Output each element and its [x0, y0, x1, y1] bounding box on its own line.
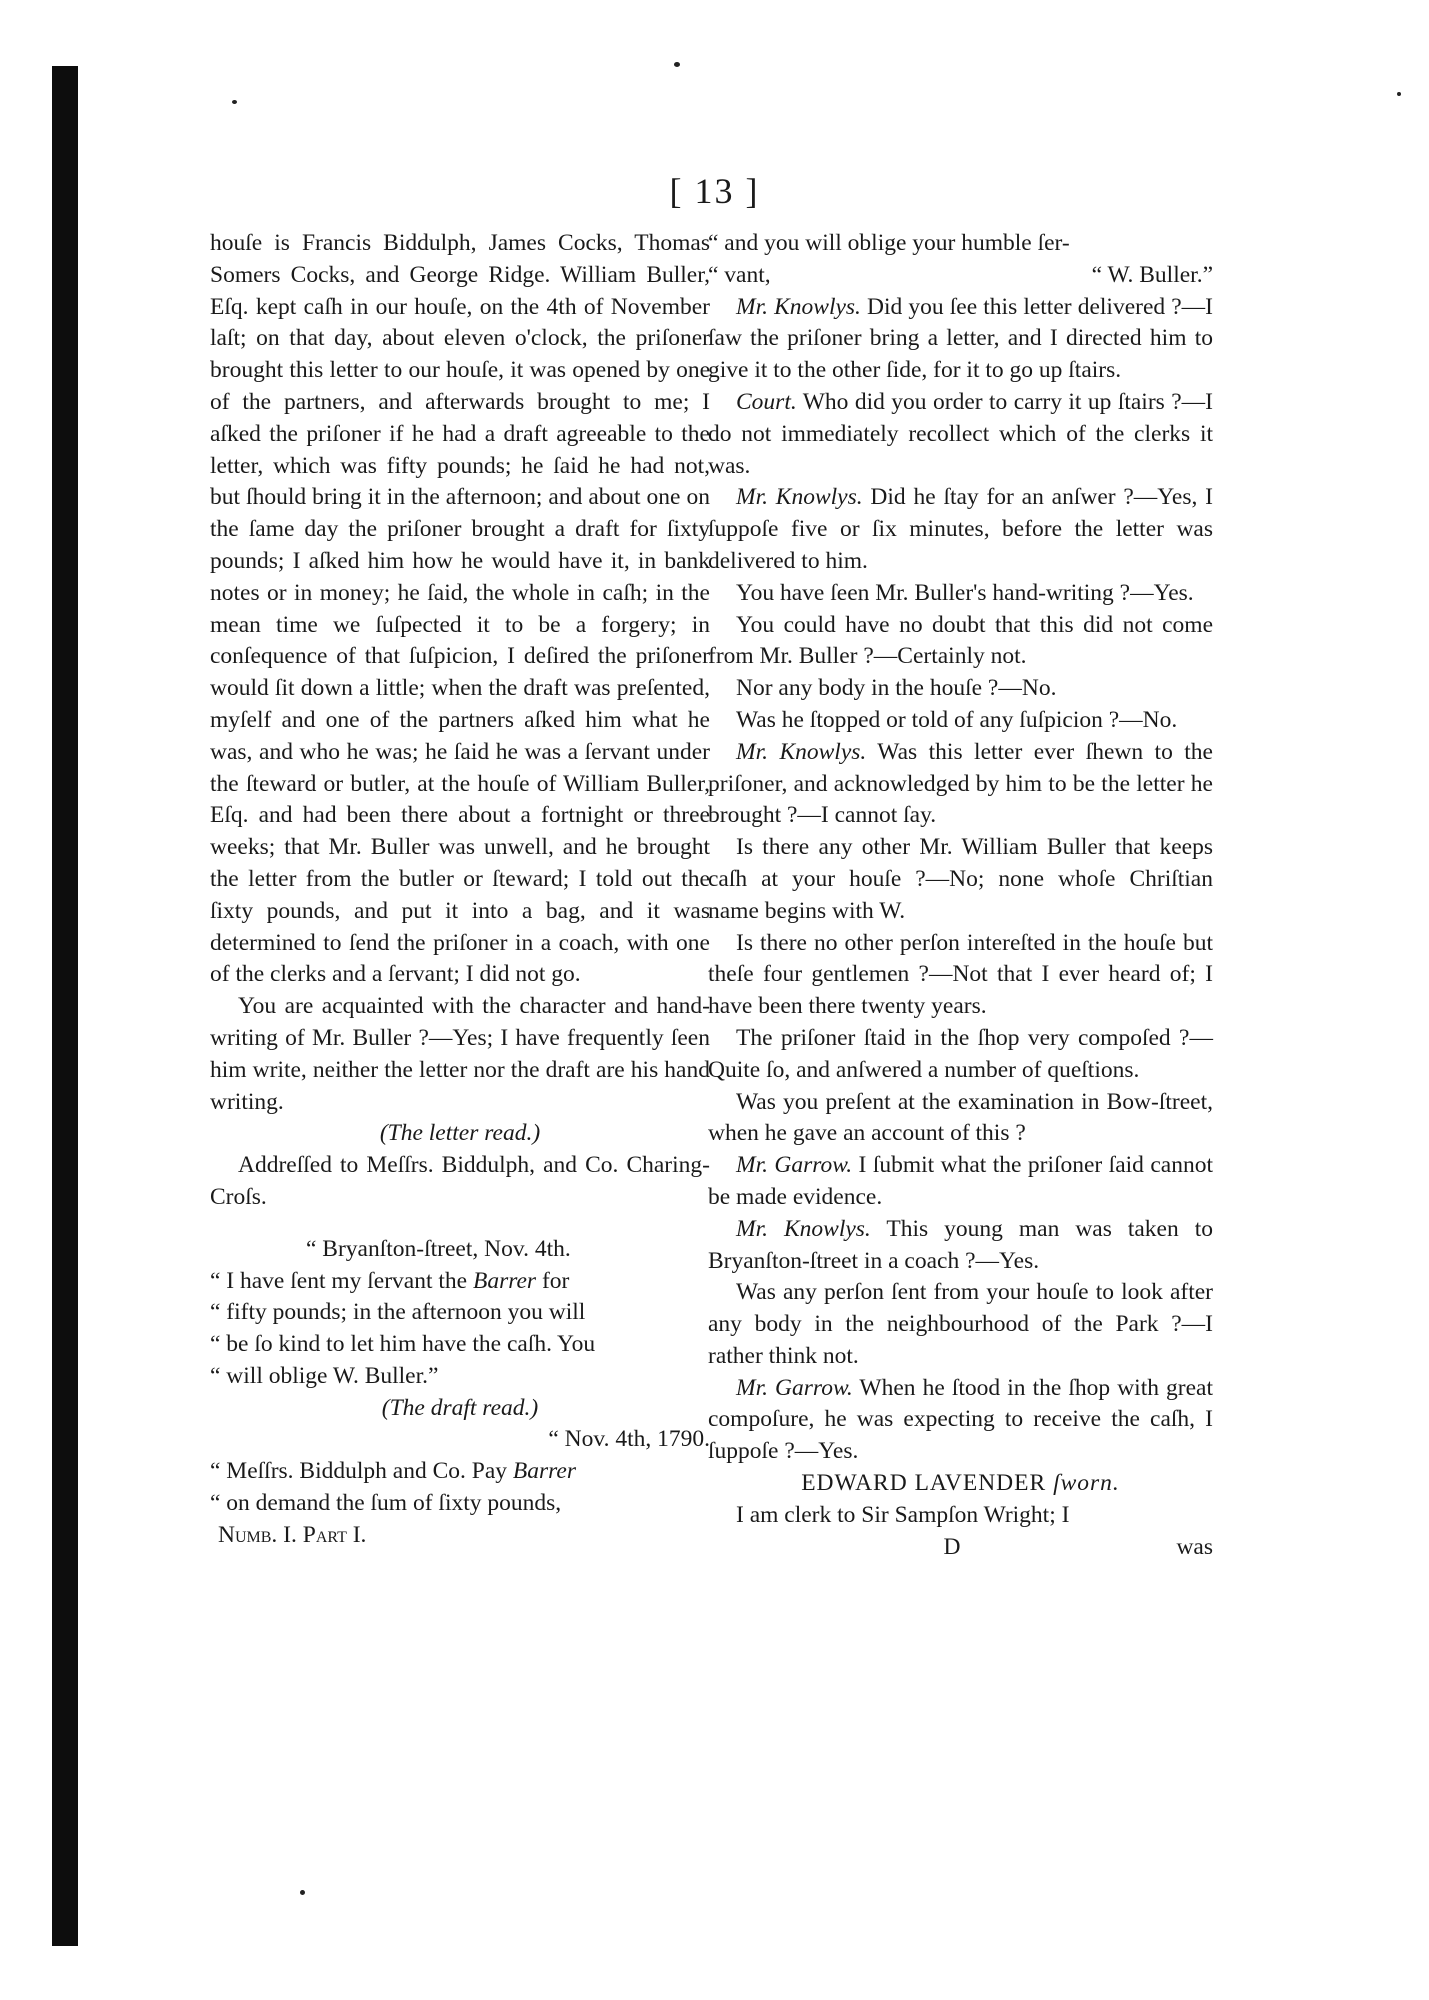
letter-line: [210, 1266, 710, 1298]
right-column: [708, 228, 1213, 1563]
speech: This young man was taken to Bryanſton-ſtreet in a coach ?—Yes.: [708, 1215, 1213, 1274]
letter-line: “ Bryanſton-ſtreet, Nov. 4th.: [306, 1235, 571, 1262]
letter-line: “ be ſo kind to let him have the caſh. You: [210, 1331, 596, 1358]
speech: Was this letter ever ſhewn to the priſoner, and acknowledged by him to be the letter he brought ?—I cannot ſay.: [708, 738, 1213, 829]
letter-signature: “ W. Buller.”: [1091, 261, 1213, 288]
draft-bearer: Barrer: [512, 1458, 576, 1485]
draft-line-text: “ Meſſrs. Biddulph and Co. Pay: [210, 1458, 513, 1485]
letter-read-heading: (The letter read.): [379, 1120, 541, 1147]
testimony-paragraph: [708, 482, 1213, 577]
letter-line: “ and you will oblige your humble ſer-: [708, 230, 1070, 256]
testimony-paragraph: [708, 737, 1213, 832]
testimony-paragraph: Is there no other perſon intereſted in the houſe but theſe four gentlemen ?—Not that I ever heard of; I have been there twenty years.: [708, 929, 1213, 1020]
signature-mark: D: [943, 1533, 961, 1560]
speaker: Mr. Knowlys.: [736, 484, 863, 511]
scan-binding-shadow: [52, 66, 78, 1946]
signature-mark-footer: Numb. I. Part I.: [218, 1521, 367, 1548]
spacer: [210, 1214, 710, 1234]
letter-bearer: Barrer: [472, 1267, 537, 1294]
speech: Who did you order to carry it up ſtairs ?—I do not immediately recollect which of the clerks it was.: [708, 388, 1213, 479]
draft-line: [210, 1456, 710, 1488]
testimony-paragraph: [708, 1150, 1213, 1214]
witness-sworn: ſworn.: [1053, 1470, 1120, 1497]
witness-heading: [708, 1468, 1213, 1500]
testimony-paragraph: Nor any body in the houſe ?—No.: [736, 675, 1057, 702]
testimony-paragraph: [708, 1373, 1213, 1468]
draft-line: “ on demand the ſum of ſixty pounds,: [210, 1490, 562, 1517]
letter-line-text: for: [536, 1267, 570, 1294]
letter-address: Addreſſed to Meſſrs. Biddulph, and Co. Charing-Croſs.: [210, 1152, 710, 1210]
testimony-paragraph: houſe is Francis Biddulph, James Cocks, Thomas Somers Cocks, and George Ridge. William Buller, Eſq. kept caſh in our houſe, on the 4th of November laſt; on that day, about eleven o'clock, the priſoner brought this letter to our houſe, it was opened by one of the partners, and afterwards brought to me; I aſked the priſoner if he had a draft agreeable to the letter, which was fifty pounds; he ſaid he had not, but ſhould bring it in the afternoon; and about one on the ſame day the priſoner brought a draft for ſixty pounds; I aſked him how he would have it, in bank notes or in money; he ſaid, the whole in caſh; in the mean time we ſuſpected it to be a forgery; in conſequence of that ſuſpicion, I deſired the priſoner would ſit down a little; when the draft was preſented, myſelf and one of the partners aſked him what he was, and who he was; he ſaid he was a ſervant under the ſteward or butler, at the houſe of William Buller, Eſq. and had been there about a fortnight or three weeks; that Mr. Buller was unwell, and he brought the letter from the butler or ſteward; I told out the ſixty pounds, and put it into a bag, and it was determined to ſend the priſoner in a coach, with one of the clerks and a ſervant; I did not go.: [210, 230, 710, 988]
testimony-paragraph: [708, 292, 1213, 387]
left-column: [210, 228, 710, 1552]
testimony-paragraph: [708, 387, 1213, 482]
draft-read-heading: (The draft read.): [381, 1394, 539, 1421]
speaker: Mr. Knowlys.: [736, 738, 867, 765]
draft-line: “ Nov. 4th, 1790.: [548, 1426, 710, 1453]
testimony-paragraph: Was any perſon ſent from your houſe to look after any body in the neighbourhood of the Park ?—I rather think not.: [708, 1279, 1213, 1369]
page-footer: [708, 1532, 1213, 1564]
letter-line: “ will oblige W. Buller.”: [210, 1362, 439, 1389]
letter-line: “ fifty pounds; in the afternoon you will: [210, 1299, 586, 1326]
speaker: Mr. Knowlys.: [736, 293, 861, 320]
speaker: Court.: [736, 388, 797, 415]
speech: I ſubmit what the priſoner ſaid cannot be made evidence.: [708, 1152, 1213, 1210]
scan-speck: [1397, 92, 1401, 96]
testimony-paragraph: I am clerk to Sir Sampſon Wright; I: [736, 1501, 1070, 1528]
speaker: Mr. Garrow.: [736, 1374, 853, 1401]
speaker: Mr. Knowlys.: [736, 1215, 871, 1242]
speech: Did you ſee this letter delivered ?—I ſaw the priſoner bring a letter, and I directed him to give it to the other ſide, for it to go up ſtairs.: [708, 293, 1213, 384]
letter-line-text: “ vant,: [708, 261, 771, 288]
testimony-paragraph: You are acquainted with the character and hand-writing of Mr. Buller ?—Yes; I have frequently ſeen him write, neither the letter nor the draft are his hand writing.: [210, 993, 710, 1115]
testimony-paragraph: [708, 1214, 1213, 1278]
page-number: [ 13 ]: [669, 171, 760, 211]
scan-speck: [300, 1890, 305, 1895]
witness-name: EDWARD LAVENDER: [801, 1470, 1054, 1497]
speech: When he ſtood in the ſhop with great compoſure, he was expecting to receive the caſh, I ſuppoſe ?—Yes.: [708, 1374, 1214, 1465]
letter-line-text: “ I have ſent my ſervant the: [210, 1267, 473, 1294]
testimony-paragraph: The priſoner ſtaid in the ſhop very compoſed ?—Quite ſo, and anſwered a number of queſtions.: [708, 1024, 1213, 1083]
speech: Did he ſtay for an anſwer ?—Yes, I ſuppoſe five or ſix minutes, before the letter was delivered to him.: [708, 484, 1213, 574]
letter-line: [708, 260, 1213, 292]
testimony-paragraph: You could have no doubt that this did not come from Mr. Buller ?—Certainly not.: [708, 611, 1213, 670]
scan-speck: [232, 100, 237, 104]
testimony-paragraph: Was he ſtopped or told of any ſuſpicion ?—No.: [736, 706, 1178, 733]
speaker: Mr. Garrow.: [736, 1152, 853, 1179]
scan-speck: [674, 62, 680, 67]
testimony-paragraph: Was you preſent at the examination in Bow-ſtreet, when he gave an account of this ?: [708, 1088, 1213, 1147]
testimony-paragraph: Is there any other Mr. William Buller that keeps caſh at your houſe ?—No; none whoſe Chriſtian name begins with W.: [708, 834, 1213, 924]
testimony-paragraph: You have ſeen Mr. Buller's hand-writing ?—Yes.: [736, 579, 1194, 606]
catchword: was: [1176, 1533, 1213, 1560]
